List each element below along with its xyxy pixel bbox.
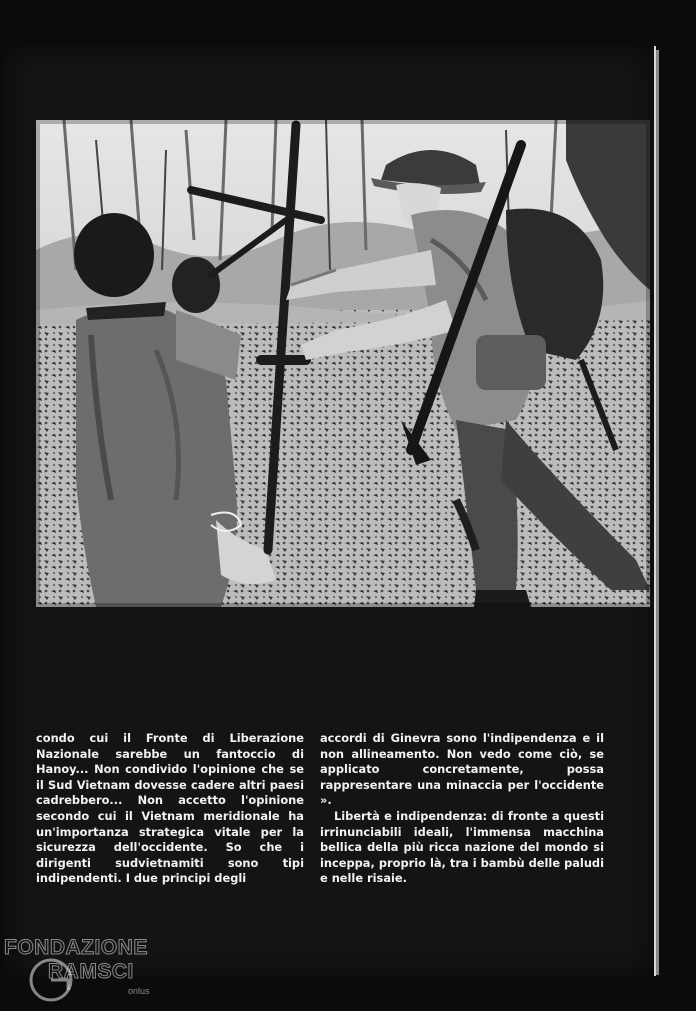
watermark-line1: FONDAZIONE	[4, 936, 148, 959]
photo-illustration	[36, 120, 650, 607]
watermark-line2: RAMSCI	[48, 960, 134, 983]
left-column-text: condo cui il Fronte di Liberazione Nazionale sarebbe un fantoccio di Hanoy... Non condivido l'opinione che se il Sud Vietnam dovesse cadere altri paesi cadrebbero... Non accetto l'opinione secondo cui il Vietnam meridionale ha un'importanza strategica vitale per la sicurezza dell'occidente. So che i dirigenti sudvietnamiti sono tipi indipendenti. I due principi degli	[36, 731, 304, 886]
article-columns	[36, 731, 648, 886]
article-right-column	[320, 731, 604, 887]
photo-soldier-with-prisoners	[36, 120, 650, 607]
article-left-column	[36, 731, 304, 887]
watermark	[4, 936, 184, 996]
page-edge	[656, 50, 659, 975]
right-paragraph-1: accordi di Ginevra sono l'indipendenza e il non allineamento. Non vedo come ciò, se applicato concretamente, possa rappresentare una minaccia per l'occidente ».	[320, 731, 604, 808]
right-paragraph-2: Libertà e indipendenza: di fronte a questi irrinunciabili ideali, l'immensa macchina bellica della più ricca nazione del mondo si inceppa, proprio là, tra i bambù delle paludi e nelle risaie.	[320, 808, 604, 886]
watermark-suffix: onlus	[128, 986, 150, 996]
